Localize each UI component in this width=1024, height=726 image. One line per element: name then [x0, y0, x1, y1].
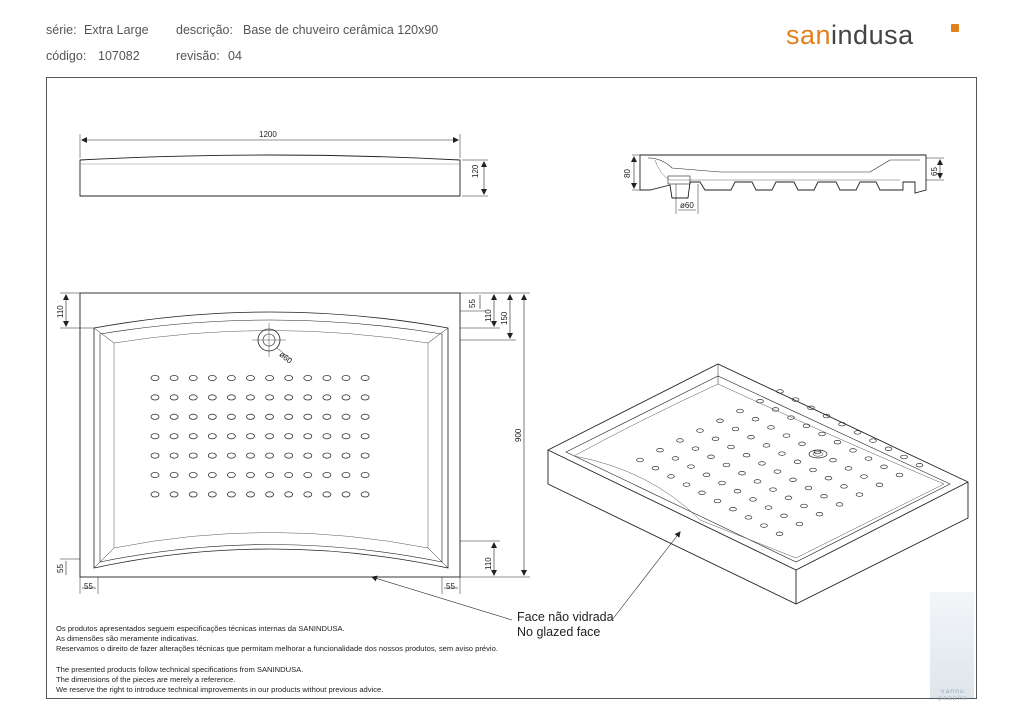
codigo-label: código:	[46, 49, 87, 63]
dim-plan-drain: ø60	[277, 350, 294, 366]
note-en-2: The dimensions of the pieces are merely a reference.	[56, 675, 236, 684]
watermark-panel	[930, 592, 974, 698]
descricao-label: descrição:	[176, 23, 233, 37]
dim-plan-55-bottom-left: 55	[84, 582, 93, 591]
dim-plan-150: 150	[500, 311, 509, 325]
dim-plan-900: 900	[514, 428, 523, 442]
dim-plan-110-bottom: 110	[484, 557, 493, 570]
dim-120: 120	[471, 164, 480, 178]
note-en-1: The presented products follow technical specifications from SANINDUSA.	[56, 665, 304, 674]
front-view	[80, 134, 488, 196]
dim-plan-55-top: 55	[468, 299, 477, 308]
logo-part-indusa: indusa	[831, 20, 914, 50]
serie-label: série:	[46, 23, 77, 37]
revisao-value: 04	[228, 49, 242, 63]
dim-1200: 1200	[259, 130, 277, 139]
dim-plan-55-bottom-right: 55	[446, 582, 455, 591]
note-pt-1: Os produtos apresentados seguem especificações técnicas internas da SANINDUSA.	[56, 624, 345, 633]
callout-pt: Face não vidrada	[517, 610, 614, 624]
dim-plan-110-right: 110	[484, 309, 493, 322]
isometric-view	[548, 364, 968, 620]
dim-plan-55-left-bottom: 55	[56, 564, 65, 573]
dim-80: 80	[623, 169, 632, 178]
watermark-line-1: vannu	[941, 688, 965, 695]
serie-value: Extra Large	[84, 23, 149, 37]
callout-en: No glazed face	[517, 625, 601, 639]
watermark-text	[931, 688, 975, 702]
descricao-value: Base de chuveiro cerâmica 120x90	[243, 23, 439, 37]
note-pt-3: Reservamos o direito de fazer alterações técnicas que permitam melhorar a funcionalidade dos nossos produtos, sem aviso prévio.	[56, 644, 498, 653]
dim-side-drain: ø60	[680, 201, 694, 210]
plan-view	[80, 293, 460, 577]
note-en-3: We reserve the right to introduce technical improvements in our products without previous advice.	[56, 685, 384, 694]
dim-65: 65	[930, 167, 939, 176]
side-section-view	[632, 155, 944, 214]
dim-plan-110-left: 110	[56, 305, 65, 318]
logo-part-san: san	[786, 20, 832, 50]
watermark-line-2: paaalle	[938, 695, 968, 702]
revisao-label: revisão:	[176, 49, 220, 63]
note-pt-2: As dimensões são meramente indicativas.	[56, 634, 199, 643]
iso-drain-hole	[777, 390, 784, 394]
codigo-value: 107082	[98, 49, 140, 63]
